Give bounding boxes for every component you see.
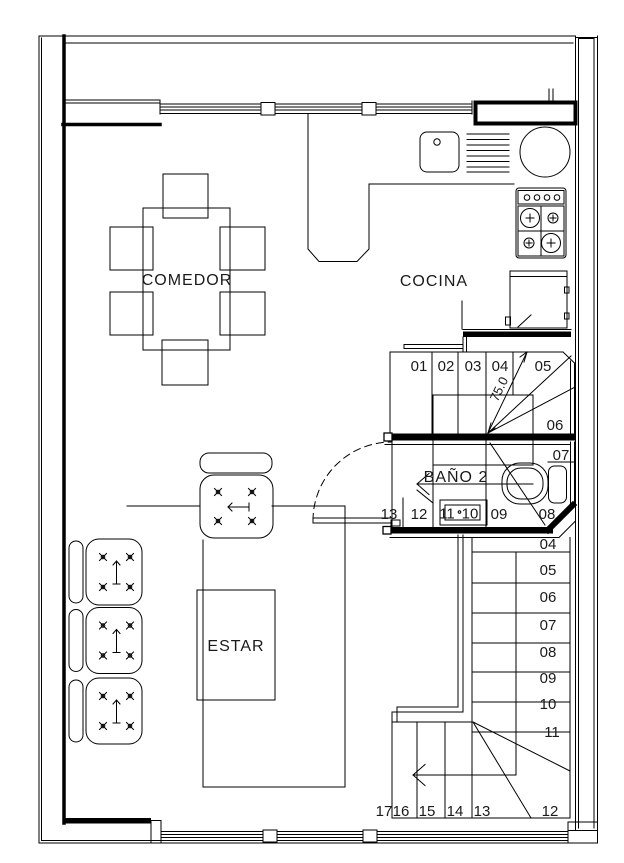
step-number: 04 bbox=[539, 536, 557, 553]
step-number: 15 bbox=[418, 803, 436, 820]
floor-break-wall bbox=[392, 434, 575, 441]
kitchen-stair-wall bbox=[404, 301, 571, 352]
window-mullion bbox=[363, 830, 377, 842]
room-label-estar: ESTAR bbox=[207, 638, 265, 655]
wall-block bbox=[476, 103, 576, 124]
step-number: 04 bbox=[491, 358, 509, 375]
step-number: 10 bbox=[539, 696, 557, 713]
step-number: 03 bbox=[464, 358, 482, 375]
dining-chair bbox=[220, 227, 265, 270]
dining-chair bbox=[163, 174, 208, 218]
step-number: 11 bbox=[544, 724, 560, 741]
step-number: 16 bbox=[392, 803, 410, 820]
south-wall bbox=[63, 818, 568, 843]
counter bbox=[308, 114, 514, 262]
stove bbox=[516, 188, 566, 258]
dimension-label: 75.0 bbox=[486, 374, 512, 404]
round-basin bbox=[520, 127, 570, 177]
room-label-cocina: COCINA bbox=[399, 273, 469, 290]
stair-partition bbox=[392, 535, 463, 818]
step-number: 06 bbox=[539, 589, 557, 606]
window-mullion bbox=[261, 103, 275, 116]
wall-end-cap bbox=[383, 527, 391, 535]
step-number: 12 bbox=[410, 506, 428, 523]
step-number: 07 bbox=[552, 447, 570, 464]
room-label-bano2: BAÑO 2 bbox=[423, 469, 489, 486]
stair-lower-numbers bbox=[376, 536, 560, 820]
step-number: 13 bbox=[380, 506, 398, 523]
fridge bbox=[506, 271, 570, 328]
step-number: 08 bbox=[539, 644, 557, 661]
room-label-comedor: COMEDOR bbox=[141, 272, 233, 289]
interior-north-wall bbox=[63, 100, 576, 125]
armchair-top bbox=[200, 453, 273, 538]
step-number: 08 bbox=[538, 506, 556, 523]
step-number: 17 bbox=[375, 803, 393, 820]
stair-direction-arrow bbox=[413, 552, 516, 786]
dining-chair bbox=[220, 292, 265, 335]
bathroom-south-wall bbox=[391, 527, 553, 534]
step-number: 13 bbox=[473, 803, 491, 820]
window-mullion bbox=[362, 103, 376, 116]
kitchen-sink bbox=[420, 132, 459, 172]
kitchen bbox=[308, 114, 571, 352]
dining-chair bbox=[162, 340, 208, 385]
step-number: 02 bbox=[437, 358, 455, 375]
step-number: 09 bbox=[490, 506, 508, 523]
wall-end-cap bbox=[384, 433, 392, 441]
step-number: 05 bbox=[534, 358, 552, 375]
drainboard bbox=[467, 134, 509, 172]
step-number: 01 bbox=[410, 358, 428, 375]
step-number: 10 bbox=[461, 505, 479, 523]
window-mullion bbox=[263, 830, 277, 842]
bathroom bbox=[313, 441, 575, 538]
step-number: 07 bbox=[539, 617, 557, 634]
step-number: 12 bbox=[541, 803, 559, 820]
step-number: 06 bbox=[546, 417, 564, 434]
dining-chair bbox=[110, 227, 153, 270]
dining-chair bbox=[110, 292, 153, 335]
window-top bbox=[161, 101, 472, 114]
step-number: 14 bbox=[446, 803, 464, 820]
step-number: 11 bbox=[439, 505, 455, 523]
step-number: 05 bbox=[539, 562, 557, 579]
living-area bbox=[69, 453, 345, 787]
step-number: 09 bbox=[539, 670, 557, 687]
